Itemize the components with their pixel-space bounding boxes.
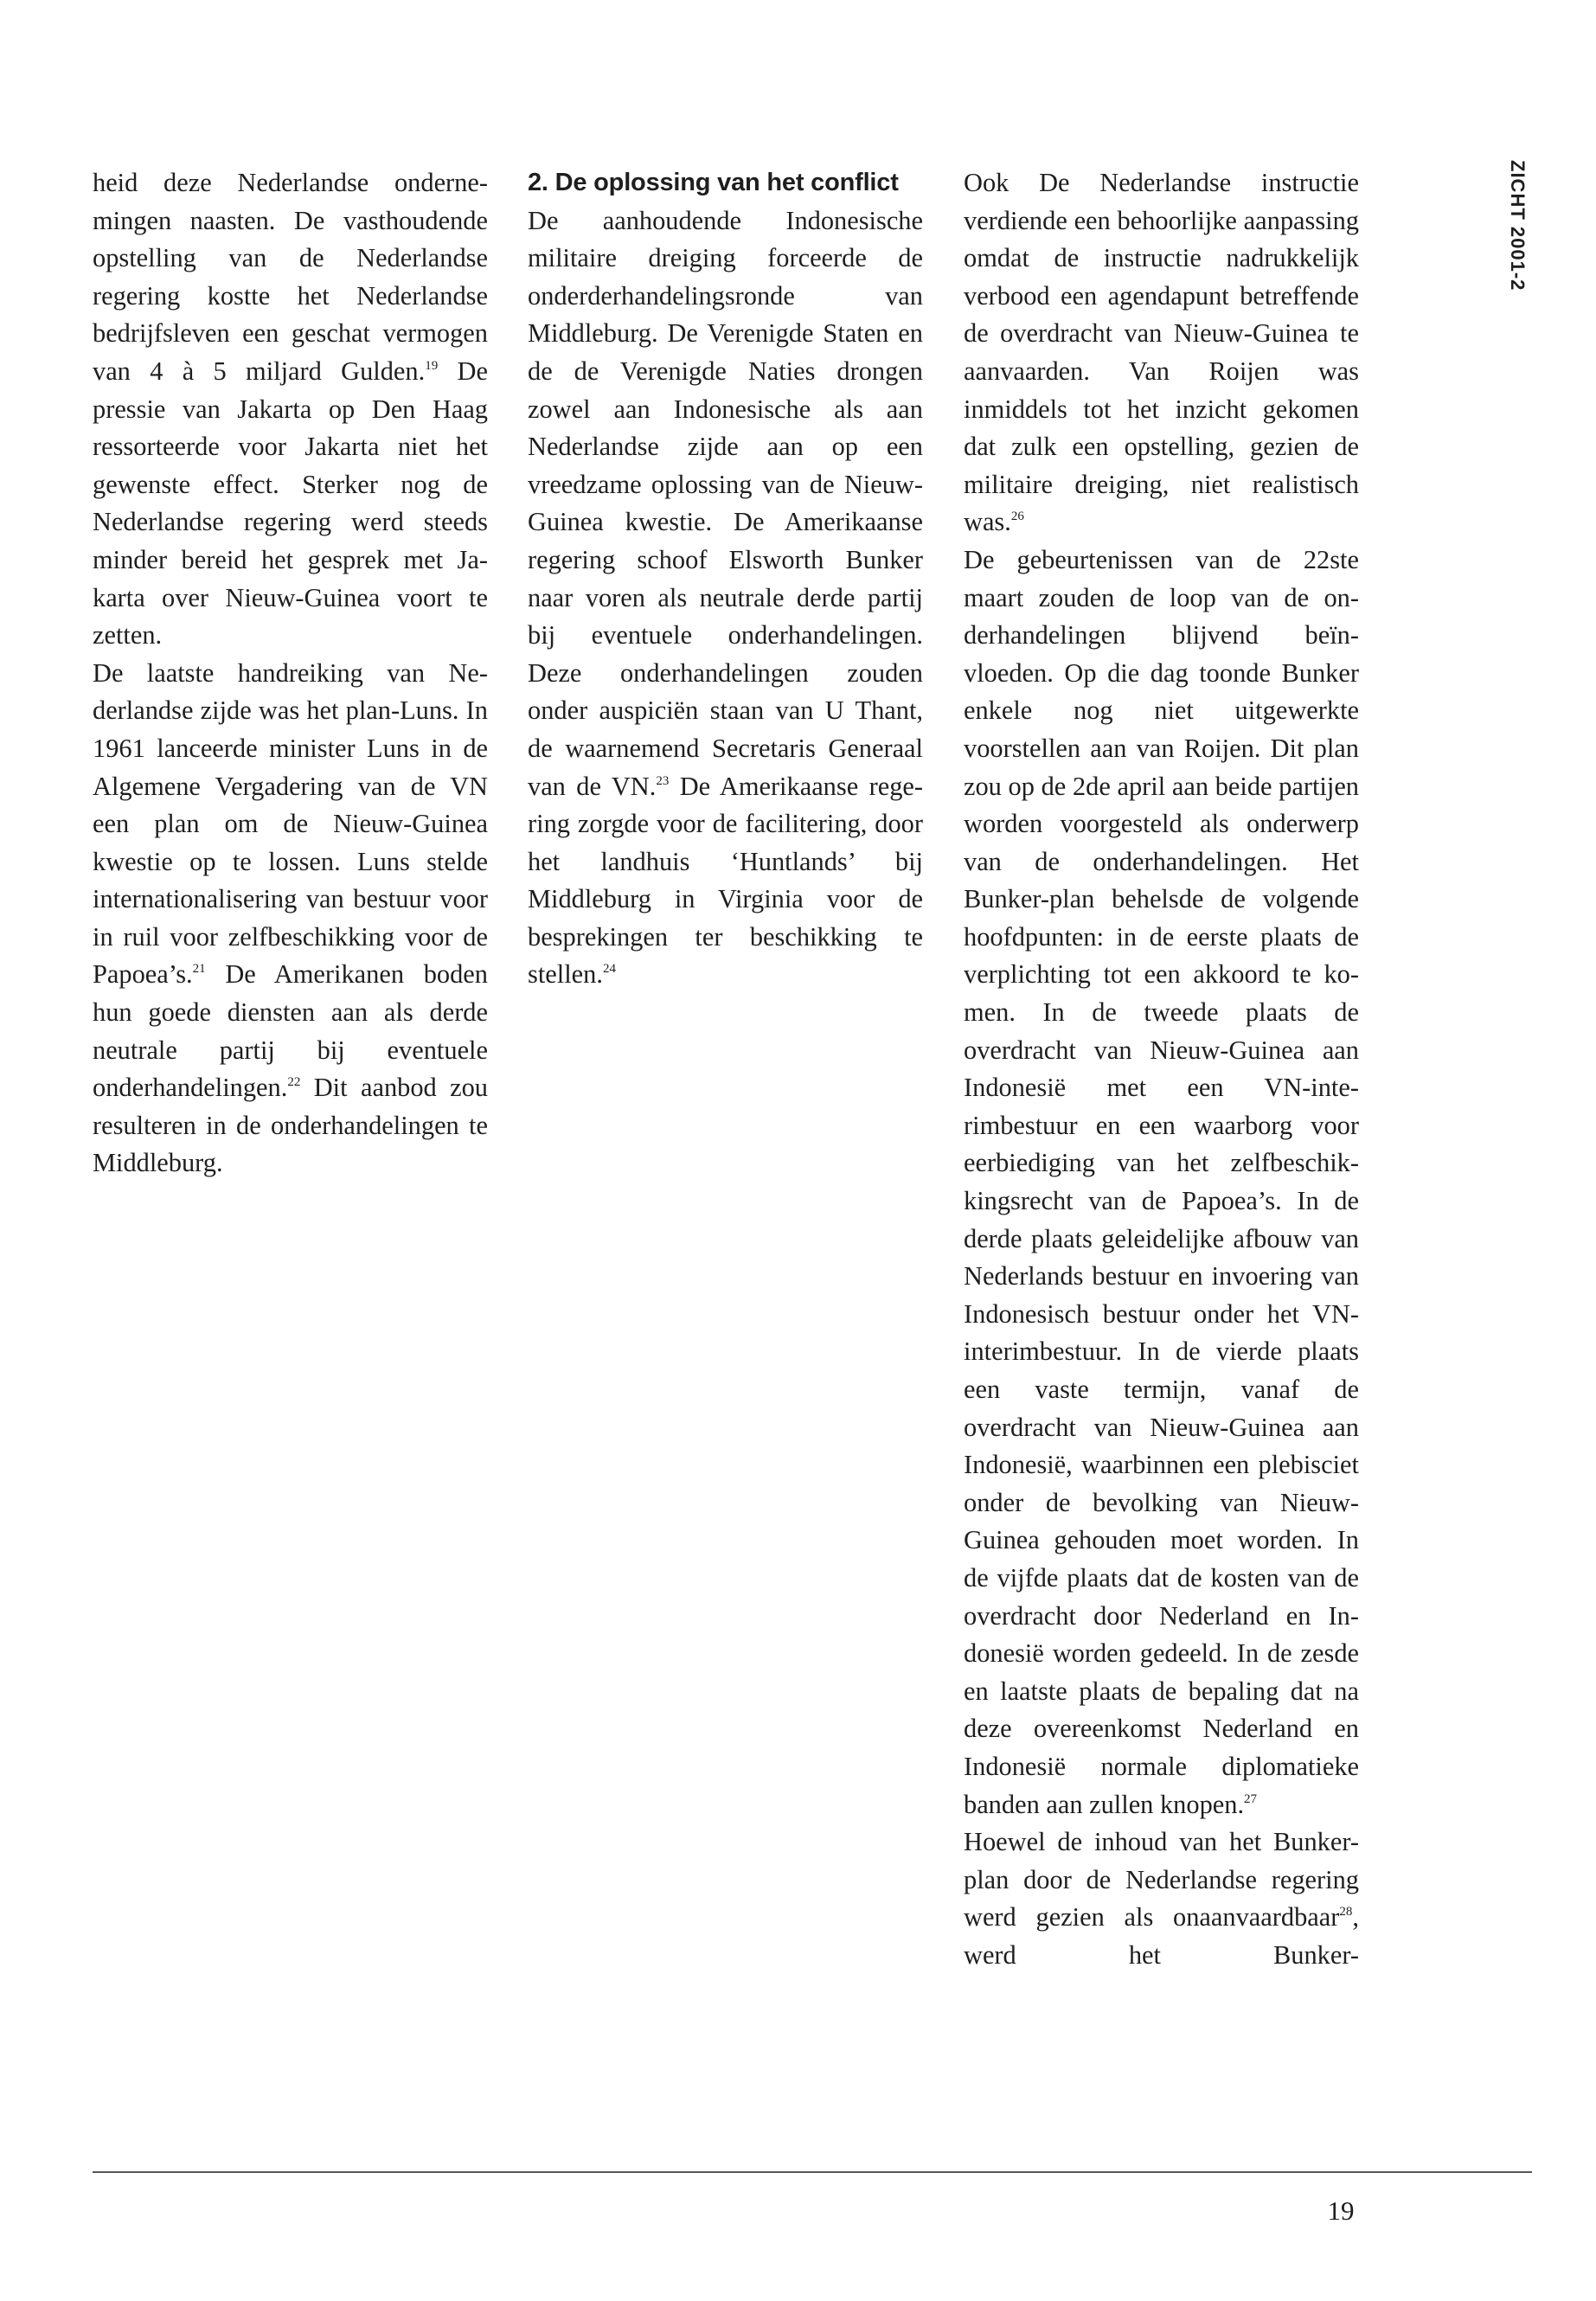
footnote-ref: 22 [287,1075,301,1090]
paragraph: Ook De Nederlandse instructie verdiende een behoorlijke aanpassing omdat de instructie nadrukkelijk verbood een agendapunt betreffende de overdracht van Nieuw-Guinea te aanvaarden. Van Roijen was inmiddels tot het inzicht gekomen dat zulk een opstelling, gezien de militaire dreiging, niet realistisch was.$^{26}$ [964,168,1359,537]
footnote-ref: 19 [425,358,439,373]
footnote-ref: 23 [656,773,670,788]
page-number: 19 [1327,2195,1355,2226]
paragraph: De laatste handreiking van Nederlandse zijde was het plan-Luns. In 1961 lanceerde minister Luns in de Algemene Vergadering van de VN een plan om de Nieuw-Guinea kwestie op te lossen. Luns stelde internationalisering van bestuur voor in ruil voor zelfbeschikking voor de Papoea’s.$^{21}$ De Amerikanen boden hun goede diensten aan als derde neutrale partij bij eventuele onderhandelingen.$^{22}$ Dit aanbod zou resulteren in de onderhandelingen te Middleburg. [93,657,488,1178]
footnote-ref: 28 [1339,1905,1353,1920]
footnote-ref: 27 [1244,1791,1258,1806]
text-column-1 [93,164,488,1183]
paragraph: De gebeurtenissen van de 22ste maart zouden de loop van de onderhandelingen blijvend beïnvloeden. Op die dag toonde Bunker enkele nog niet uitgewerkte voorstellen aan van Roijen. Dit plan zou op de 2de april aan beide partijen worden voorgesteld als onderwerp van de onderhandelingen. Het Bunker-plan behelsde de volgende hoofdpunten: in de eerste plaats de verplichting tot een akkoord te komen. In de tweede plaats de overdracht van Nieuw-Guinea aan Indonesië met een VN-interimbestuur en een waarborg voor eerbiediging van het zelfbeschikkingsrecht van de Papoea’s. In de derde plaats geleidelijke afbouw van Nederlands bestuur en invoering van Indonesisch bestuur onder het VN-interimbestuur. In de vierde plaats een vaste termijn, vanaf de overdracht van Nieuw-Guinea aan Indonesië, waarbinnen een plebisciet onder de bevolking van Nieuw-Guinea gehouden moet worden. In de vijfde plaats dat de kosten van de overdracht door Nederland en Indonesië worden gedeeld. In de zesde en laatste plaats de bepaling dat na deze overeenkomst Nederland en Indonesië normale diplomatieke banden aan zullen knopen.$^{27}$ [964,544,1359,1819]
paragraph: heid deze Nederlandse ondernemingen naasten. De vasthoudende opstelling van de Nederlandse regering kostte het Nederlandse bedrijfsleven een geschat vermogen van 4 à 5 miljard Gulden.$^{19}$ De pressie van Jakarta op Den Haag ressorteerde voor Jakarta niet het gewenste effect. Sterker nog de Nederlandse regering werd steeds minder bereid het gesprek met Jakarta over Nieuw-Guinea voort te zetten. [93,168,488,651]
footnote-ref: 24 [602,962,616,977]
paragraph: De aanhoudende Indonesische militaire dreiging forceerde de onderderhandelingsronde van Middleburg. De Verenigde Staten en de de Verenigde Naties drongen zowel aan Indonesische als aan Nederlandse zijde aan op een vreedzame oplossing van de Nieuw-Guinea kwestie. De Amerikaanse regering schoof Elsworth Bunker naar voren als neutrale derde partij bij eventuele onderhandelingen. Deze onderhandelingen zouden onder auspiciën staan van U Thant, de waarnemend Secretaris Generaal van de VN.$^{23}$ De Amerikaanse regering zorgde voor de facilitering, door het landhuis ‘Huntlands’ bij Middleburg in Virginia voor de besprekingen ter beschikking te stellen.$^{24}$ [528,205,924,990]
text-column-3 [964,164,1359,1975]
running-head: ZICHT 2001-2 [1507,160,1529,292]
footnote-ref: 21 [192,962,206,977]
section-heading: 2. De oplossing van het conflict [528,169,899,196]
text-column-2 [528,164,923,994]
footer-rule [93,2171,1532,2173]
footnote-ref: 26 [1010,510,1024,524]
paragraph: Hoewel de inhoud van het Bunker-plan door de Nederlandse regering werd gezien als onaanvaardbaar$^{28}$, werd het Bunker- [964,1827,1359,1970]
